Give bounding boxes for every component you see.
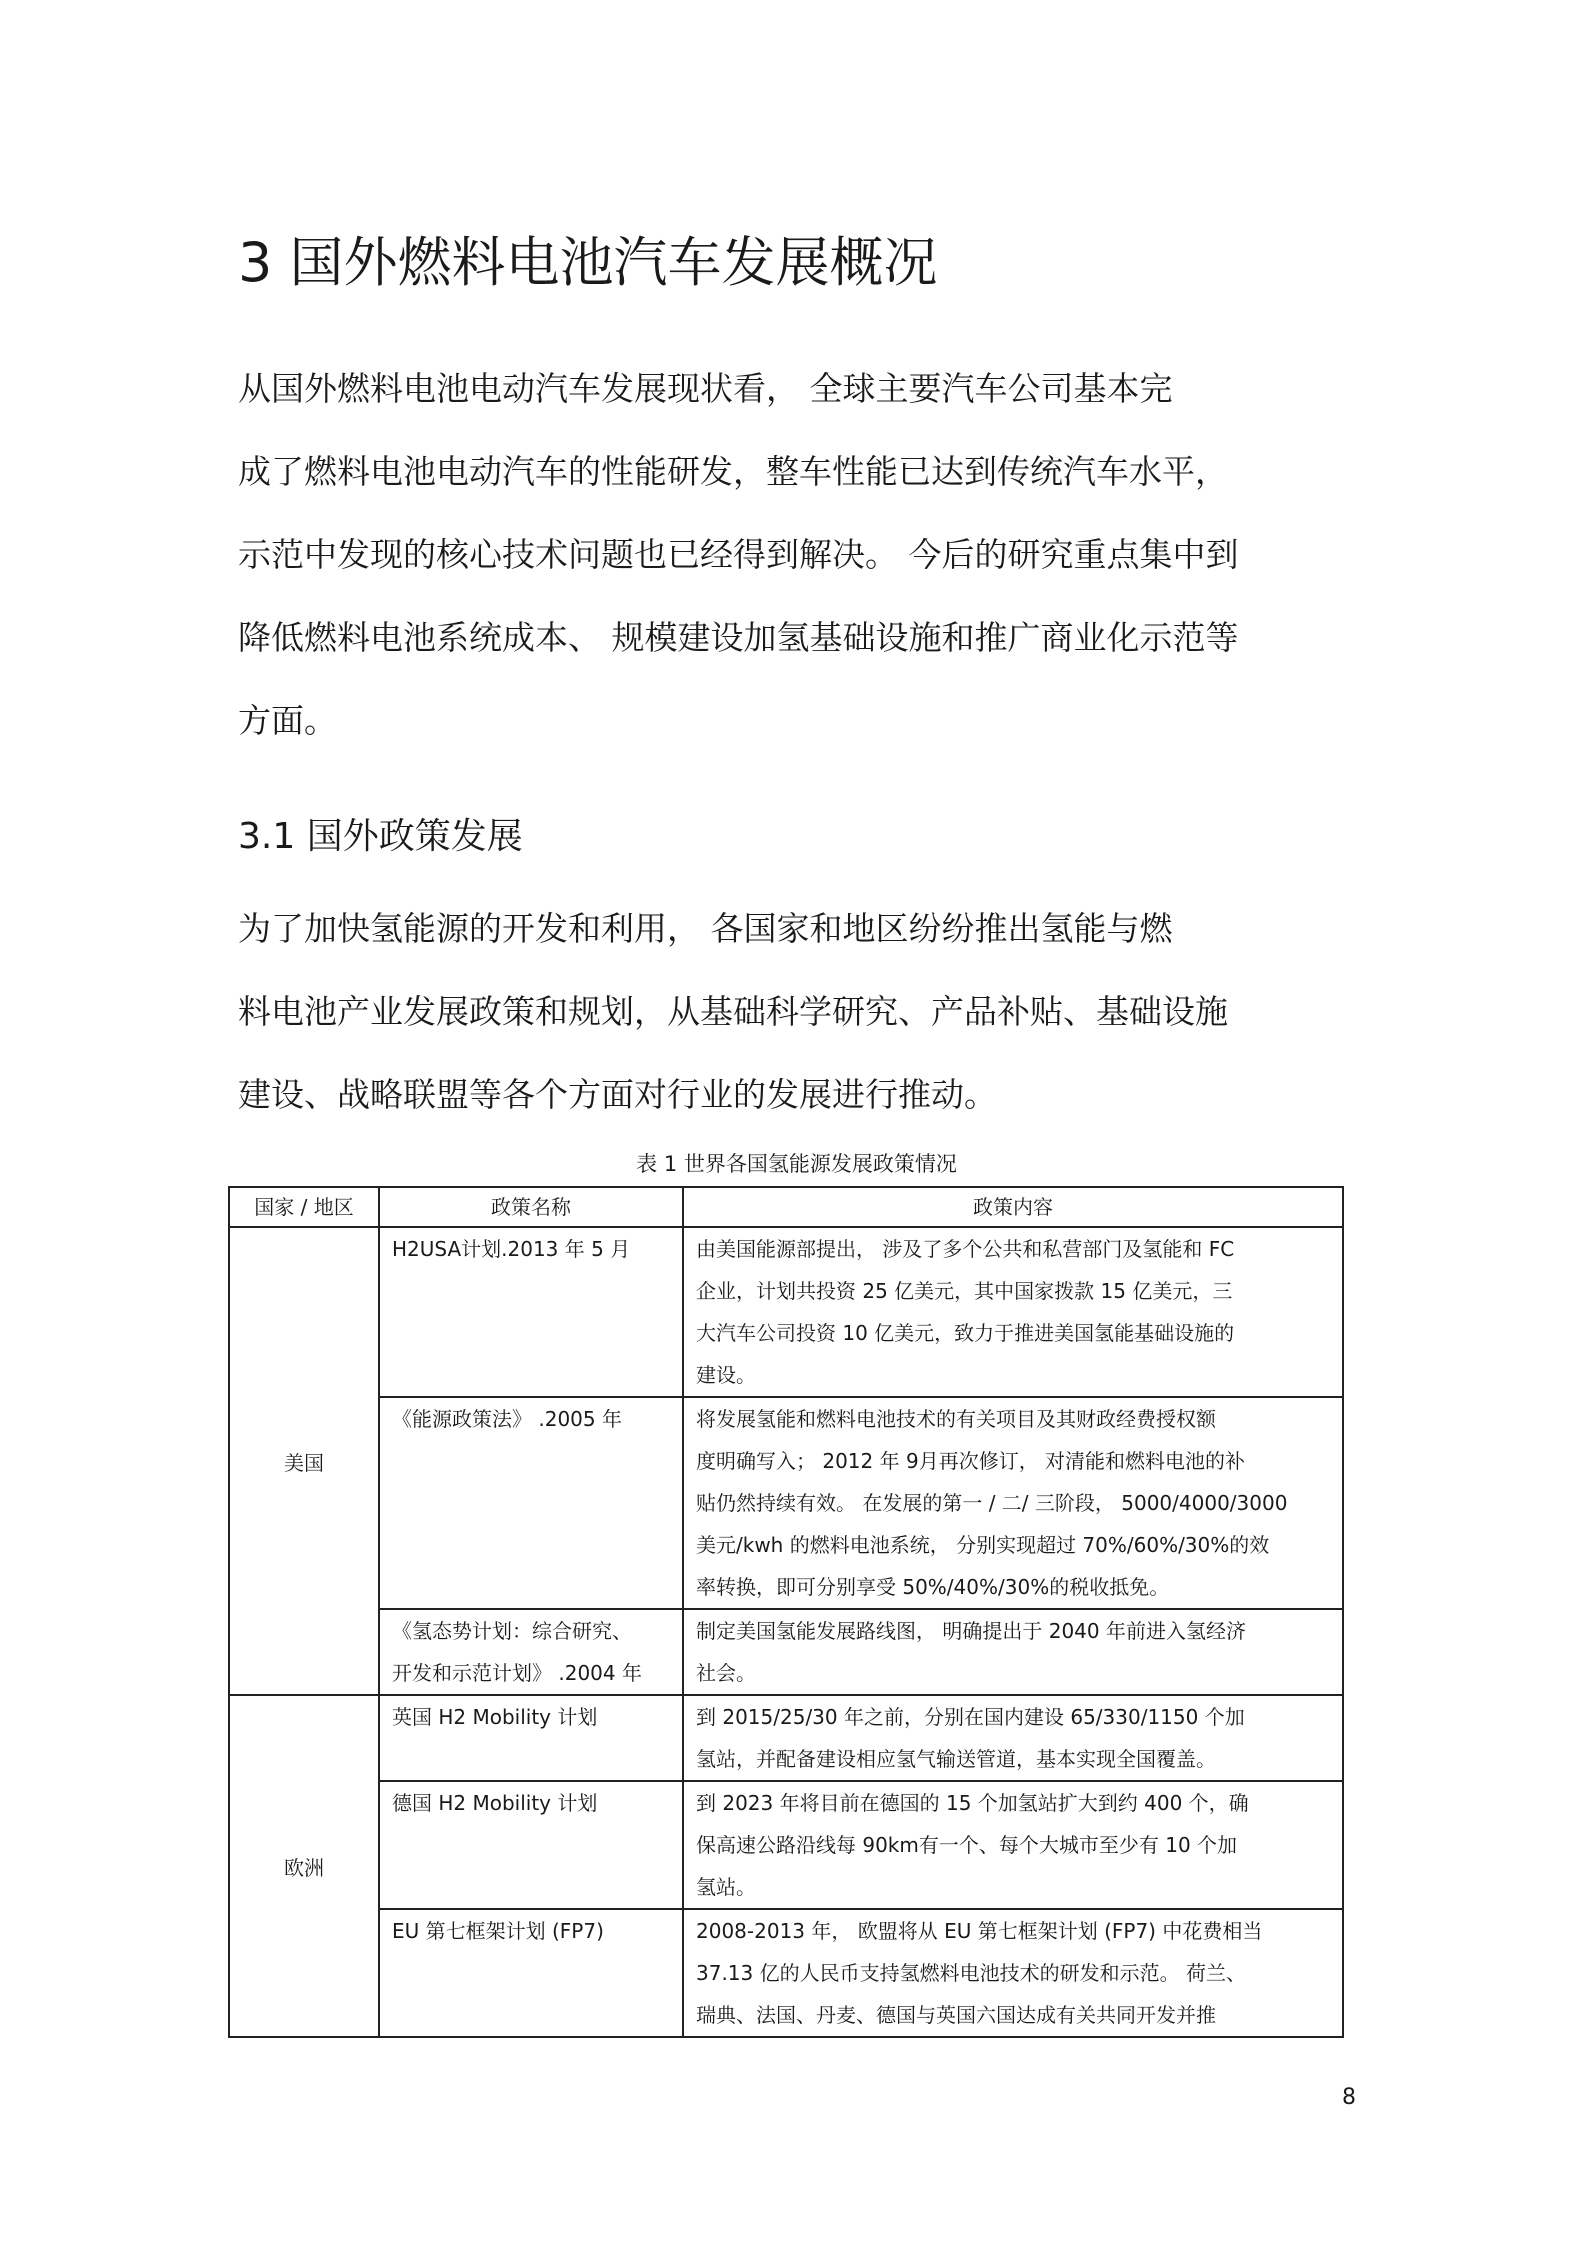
policy-content-line: 2008-2013 年， 欧盟将从 EU 第七框架计划 (FP7) 中花费相当 xyxy=(696,1919,1263,1943)
policy-name-line: 《能源政策法》 .2005 年 xyxy=(392,1407,622,1431)
policy-content-line: 度明确写入； 2012 年 9月再次修订， 对清能和燃料电池的补 xyxy=(696,1449,1246,1473)
policy-content-line: 率转换，即可分别享受 50%/40%/30%的税收抵免。 xyxy=(696,1575,1170,1599)
policy-name-line: 开发和示范计划》 .2004 年 xyxy=(392,1661,642,1685)
policy-name-cell xyxy=(379,1609,683,1695)
policy-name-cell xyxy=(379,1781,683,1909)
policy-content-line: 氢站。 xyxy=(696,1875,756,1899)
policy-content-cell xyxy=(683,1397,1343,1609)
policy-content-line: 瑞典、法国、丹麦、德国与英国六国达成有关共同开发并推 xyxy=(696,2003,1216,2027)
policy-table xyxy=(228,1186,1344,2038)
table-row xyxy=(229,1609,1343,1695)
policy-name-line: 德国 H2 Mobility 计划 xyxy=(392,1791,598,1815)
header-policy-name: 政策名称 xyxy=(379,1187,683,1227)
table-row xyxy=(229,1227,1343,1397)
policy-name-line: 《氢态势计划：综合研究、 xyxy=(392,1619,632,1643)
policy-name-line: H2USA计划.2013 年 5 月 xyxy=(392,1237,631,1261)
table-row xyxy=(229,1397,1343,1609)
policy-content-line: 贴仍然持续有效。 在发展的第一 / 二/ 三阶段， 5000/4000/3000 xyxy=(696,1491,1288,1515)
section-heading: 3.1 国外政策发展 xyxy=(238,816,523,857)
policy-content-line: 社会。 xyxy=(696,1661,756,1685)
page-number: 8 xyxy=(1342,2085,1356,2110)
policy-name-line: EU 第七框架计划 (FP7) xyxy=(392,1919,604,1943)
table-header-row xyxy=(229,1187,1343,1227)
policy-name-cell xyxy=(379,1909,683,2037)
intro-line: 示范中发现的核心技术问题也已经得到解决。 今后的研究重点集中到 xyxy=(238,535,1239,574)
section-line: 料电池产业发展政策和规划，从基础科学研究、产品补贴、基础设施 xyxy=(238,992,1228,1031)
policy-content-line: 大汽车公司投资 10 亿美元，致力于推进美国氢能基础设施的 xyxy=(696,1321,1235,1345)
policy-content-cell xyxy=(683,1695,1343,1781)
policy-content-line: 制定美国氢能发展路线图， 明确提出于 2040 年前进入氢经济 xyxy=(696,1619,1246,1643)
policy-content-cell xyxy=(683,1781,1343,1909)
intro-line: 成了燃料电池电动汽车的性能研发，整车性能已达到传统汽车水平， xyxy=(238,452,1228,491)
policy-content-cell xyxy=(683,1609,1343,1695)
region-cell: 欧洲 xyxy=(229,1695,379,2037)
policy-content-line: 由美国能源部提出， 涉及了多个公共和私营部门及氢能和 FC xyxy=(696,1237,1235,1261)
header-region: 国家 / 地区 xyxy=(229,1187,379,1227)
table-row xyxy=(229,1909,1343,2037)
table-row xyxy=(229,1695,1343,1781)
table-caption: 表 1 世界各国氢能源发展政策情况 xyxy=(636,1152,957,1176)
intro-line: 从国外燃料电池电动汽车发展现状看， 全球主要汽车公司基本完 xyxy=(238,369,1173,408)
section-line: 建设、战略联盟等各个方面对行业的发展进行推动。 xyxy=(238,1075,997,1114)
policy-content-line: 氢站，并配备建设相应氢气输送管道，基本实现全国覆盖。 xyxy=(696,1747,1216,1771)
policy-content-line: 37.13 亿的人民币支持氢燃料电池技术的研发和示范。 荷兰、 xyxy=(696,1961,1246,1985)
intro-line: 方面。 xyxy=(238,701,337,740)
chapter-heading: 3 国外燃料电池汽车发展概况 xyxy=(238,231,938,294)
policy-content-line: 建设。 xyxy=(696,1363,756,1387)
policy-content-cell xyxy=(683,1909,1343,2037)
policy-content-line: 美元/kwh 的燃料电池系统， 分别实现超过 70%/60%/30%的效 xyxy=(696,1533,1270,1557)
table-row xyxy=(229,1781,1343,1909)
intro-line: 降低燃料电池系统成本、 规模建设加氢基础设施和推广商业化示范等 xyxy=(238,618,1239,657)
policy-name-cell xyxy=(379,1227,683,1397)
policy-content-cell xyxy=(683,1227,1343,1397)
header-policy-content: 政策内容 xyxy=(683,1187,1343,1227)
policy-content-line: 到 2015/25/30 年之前，分别在国内建设 65/330/1150 个加 xyxy=(696,1705,1245,1729)
policy-content-line: 保高速公路沿线每 90km有一个、每个大城市至少有 10 个加 xyxy=(696,1833,1238,1857)
region-cell: 美国 xyxy=(229,1227,379,1695)
policy-name-cell xyxy=(379,1695,683,1781)
policy-content-line: 将发展氢能和燃料电池技术的有关项目及其财政经费授权额 xyxy=(696,1407,1216,1431)
policy-content-line: 企业，计划共投资 25 亿美元，其中国家拨款 15 亿美元，三 xyxy=(696,1279,1233,1303)
section-line: 为了加快氢能源的开发和利用， 各国家和地区纷纷推出氢能与燃 xyxy=(238,909,1173,948)
policy-name-line: 英国 H2 Mobility 计划 xyxy=(392,1705,598,1729)
policy-name-cell xyxy=(379,1397,683,1609)
policy-content-line: 到 2023 年将目前在德国的 15 个加氢站扩大到约 400 个，确 xyxy=(696,1791,1249,1815)
